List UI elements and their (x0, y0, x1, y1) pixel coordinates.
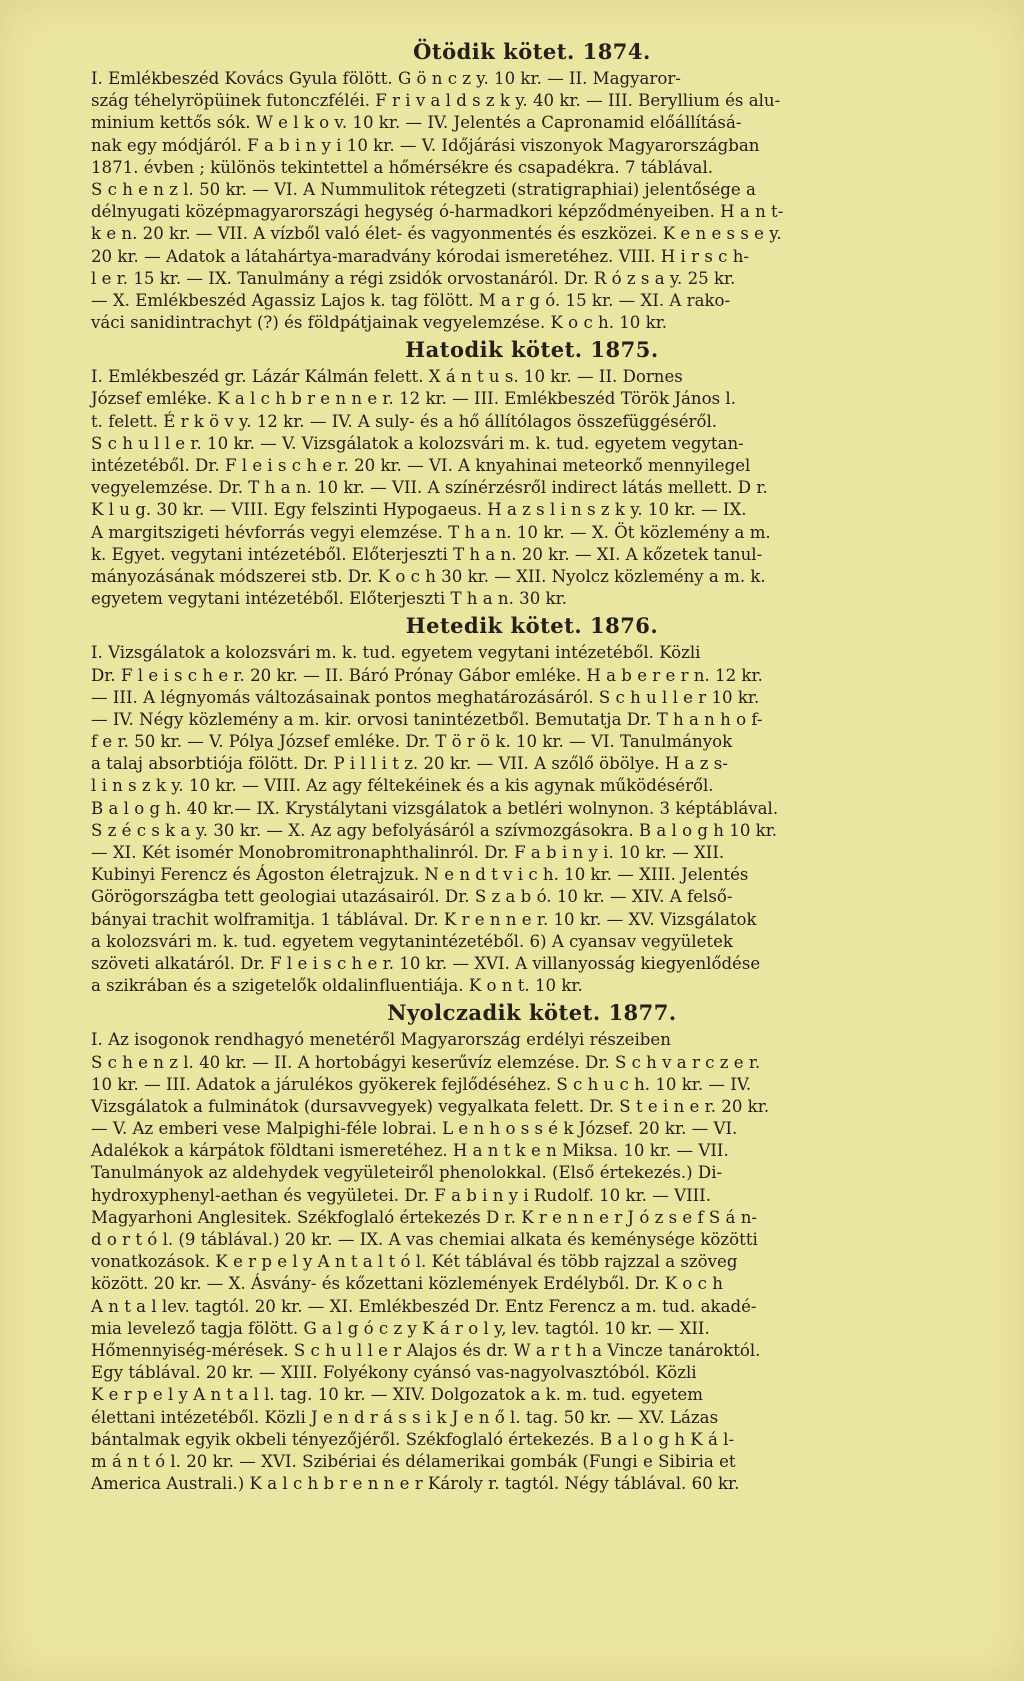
text-line: S z é c s k a y. 30 kr. — X. Az agy befolyásáról a szívmozgásokra. B a l o g h 10 kr. (91, 820, 778, 840)
text-line: bántalmak egyik okbeli tényezőjéről. Székfoglaló értekezés. B a l o g h K á l- (91, 1429, 735, 1449)
text-line: Magyarhoni Anglesitek. Székfoglaló értekezés D r. K r e n n e r J ó z s e f S á n- (91, 1207, 758, 1227)
text-line: délnyugati középmagyarországi hegység ó-harmadkori képződményeiben. H a n t- (91, 202, 784, 222)
text-line: Egy táblával. 20 kr. — XIII. Folyékony cyánsó vas-nagyolvasztóból. Közli (91, 1363, 697, 1383)
text-line: K l u g. 30 kr. — VIII. Egy felszinti Hypogaeus. H a z s l i n s z k y. 10 kr. — IX. (91, 500, 747, 520)
volume-section (91, 36, 973, 334)
volume-heading: Hetedik kötet. 1876. (405, 613, 659, 639)
text-line: Dr. F l e i s c h e r. 20 kr. — II. Báró Prónay Gábor emléke. H a b e r e r n. 12 kr. (91, 665, 763, 685)
volume-section (91, 997, 973, 1495)
text-line: I. Emlékbeszéd gr. Lázár Kálmán felett. X á n t u s. 10 kr. — II. Dornes (91, 367, 683, 387)
text-line: America Australi.) K a l c h b r e n n e r Károly r. tagtól. Négy táblával. 60 kr. (91, 1474, 740, 1494)
volume-contents (91, 642, 973, 997)
text-line: Vizsgálatok a fulminátok (dursavvegyek) vegyalkata felett. Dr. S t e i n e r. 20 kr. (91, 1096, 770, 1116)
text-line: — V. Az emberi vese Malpighi-féle lobrai. L e n h o s s é k József. 20 kr. — VI. (91, 1119, 738, 1139)
volume-heading: Ötödik kötet. 1874. (413, 39, 651, 64)
volume-heading: Hatodik kötet. 1875. (405, 337, 659, 363)
text-line: t. felett. É r k ö v y. 12 kr. — IV. A suly- és a hő állítólagos összefüggéséről. (91, 411, 718, 431)
text-line: A n t a l lev. tagtól. 20 kr. — XI. Emlékbeszéd Dr. Entz Ferencz a m. tud. akadé- (91, 1296, 757, 1316)
text-line: a kolozsvári m. k. tud. egyetem vegytanintézetéből. 6) A cyansav vegyületek (91, 931, 733, 951)
text-line: B a l o g h. 40 kr.— IX. Krystálytani vizsgálatok a betléri wolnynon. 3 képtáblával. (91, 798, 779, 818)
text-line: vegyelemzése. Dr. T h a n. 10 kr. — VII. A színérzésről indirect látás mellett. D r. (91, 478, 768, 498)
text-line: hydroxyphenyl-aethan és vegyületei. Dr. F a b i n y i Rudolf. 10 kr. — VIII. (91, 1185, 712, 1205)
volume-contents (91, 1029, 973, 1495)
text-line: k. Egyet. vegytani intézetéből. Előterjeszti T h a n. 20 kr. — XI. A kőzetek tanul- (91, 544, 763, 564)
text-line: nak egy módjáról. F a b i n y i 10 kr. — V. Időjárási viszonyok Magyarországban (91, 135, 760, 155)
volume-section (91, 610, 973, 997)
text-line: a szikrában és a szigetelők oldalinfluentiája. K o n t. 10 kr. (91, 976, 583, 996)
volume-list (91, 36, 973, 1495)
text-line: — XI. Két isomér Monobromitronaphthalinról. Dr. F a b i n y i. 10 kr. — XII. (91, 843, 725, 862)
text-line: között. 20 kr. — X. Ásvány- és kőzettani közlemények Erdélyből. Dr. K o c h (91, 1274, 723, 1294)
text-line: élettani intézetéből. Közli J e n d r á s s i k J e n ő l. tag. 50 kr. — XV. Lázas (91, 1407, 719, 1427)
text-line: intézetéből. Dr. F l e i s c h e r. 20 kr. — VI. A knyahinai meteorkő mennyilegel (91, 456, 751, 475)
text-line: Kubinyi Ferencz és Ágoston életrajzuk. N e n d t v i c h. 10 kr. — XIII. Jelentés (91, 865, 749, 885)
text-line: I. Az isogonok rendhagyó menetéről Magyarország erdélyi részeiben (91, 1030, 671, 1050)
text-line: — IV. Négy közlemény a m. kir. orvosi tanintézetből. Bemutatja Dr. T h a n h o f- (91, 709, 763, 729)
text-line: l i n s z k y. 10 kr. — VIII. Az agy féltekéinek és a kis agynak működéséről. (91, 776, 714, 796)
text-line: S c h u l l e r. 10 kr. — V. Vizsgálatok a kolozsvári m. k. tud. egyetem vegytan- (91, 433, 744, 453)
text-line: szöveti alkatáról. Dr. F l e i s c h e r. 10 kr. — XVI. A villanyosság kiegyenlődése (91, 953, 761, 973)
text-line: egyetem vegytani intézetéből. Előterjeszti T h a n. 30 kr. (91, 589, 568, 609)
text-line: szág téhelyröpüinek futonczféléi. F r i v a l d s z k y. 40 kr. — III. Beryllium és alu- (91, 91, 781, 111)
text-line: Görögországba tett geologiai utazásairól. Dr. S z a b ó. 10 kr. — XIV. A felső- (91, 887, 733, 907)
text-line: váci sanidintrachyt (?) és földpátjainak vegyelemzése. K o c h. 10 kr. (91, 313, 668, 333)
text-line: m á n t ó l. 20 kr. — XVI. Szibériai és délamerikai gombák (Fungi e Sibiria et (91, 1451, 736, 1471)
text-line: Tanulmányok az aldehydek vegyületeiről phenolokkal. (Első értekezés.) Di- (91, 1163, 723, 1183)
text-line: mányozásának módszerei stb. Dr. K o c h 30 kr. — XII. Nyolcz közlemény a m. k. (91, 566, 766, 586)
text-line: f e r. 50 kr. — V. Pólya József emléke. Dr. T ö r ö k. 10 kr. — VI. Tanulmányok (91, 732, 733, 752)
volume-section (91, 334, 973, 610)
text-line: S c h e n z l. 40 kr. — II. A hortobágyi keserűvíz elemzése. Dr. S c h v a r c z e r. (91, 1052, 761, 1072)
text-line: l e r. 15 kr. — IX. Tanulmány a régi zsidók orvostanáról. Dr. R ó z s a y. 25 kr. (91, 268, 736, 288)
text-line: A margitszigeti hévforrás vegyi elemzése. T h a n. 10 kr. — X. Öt közlemény a m. (91, 522, 771, 542)
text-line: S c h e n z l. 50 kr. — VI. A Nummulitok rétegzeti (stratigraphiai) jelentősége a (91, 179, 756, 199)
text-line: József emléke. K a l c h b r e n n e r. 12 kr. — III. Emlékbeszéd Török János l. (91, 389, 736, 409)
text-line: 10 kr. — III. Adatok a járulékos gyökerek fejlődéséhez. S c h u c h. 10 kr. — IV. (91, 1074, 752, 1094)
text-line: vonatkozások. K e r p e l y A n t a l t ó l. Két táblával és több rajzzal a szöveg (91, 1252, 738, 1272)
text-line: — III. A légnyomás változásainak pontos meghatározásáról. S c h u l l e r 10 kr. (91, 687, 760, 707)
text-line: 20 kr. — Adatok a látahártya-maradvány kórodai ismeretéhez. VIII. H i r s c h- (91, 246, 749, 266)
text-line: d o r t ó l. (9 táblával.) 20 kr. — IX. A vas chemiai alkata és keménysége közötti (91, 1230, 758, 1249)
text-line: k e n. 20 kr. — VII. A vízből való élet- és vagyonmentés és eszközei. K e n e s s e y. (91, 224, 782, 244)
text-line: bányai trachit wolframitja. 1 táblával. Dr. K r e n n e r. 10 kr. — XV. Vizsgálatok (91, 909, 757, 929)
text-line: I. Emlékbeszéd Kovács Gyula fölött. G ö n c z y. 10 kr. — II. Magyaror- (91, 69, 681, 88)
text-line: — X. Emlékbeszéd Agassiz Lajos k. tag fölött. M a r g ó. 15 kr. — XI. A rako- (91, 290, 731, 310)
text-line: I. Vizsgálatok a kolozsvári m. k. tud. egyetem vegytani intézetéből. Közli (91, 643, 701, 663)
text-line: Hőmennyiség-mérések. S c h u l l e r Alajos és dr. W a r t h a Vincze tanároktól. (91, 1340, 761, 1360)
text-line: 1871. évben ; különös tekintettel a hőmérsékre és csapadékra. 7 táblával. (91, 157, 714, 177)
text-line: a talaj absorbtiója fölött. Dr. P i l l i t z. 20 kr. — VII. A szőlő öbölye. H a z s- (91, 754, 728, 774)
text-line: K e r p e l y A n t a l l. tag. 10 kr. — XIV. Dolgozatok a k. m. tud. egyetem (91, 1385, 703, 1405)
text-line: minium kettős sók. W e l k o v. 10 kr. — IV. Jelentés a Capronamid előállításá- (91, 113, 742, 133)
text-line: mia levelező tagja fölött. G a l g ó c z y K á r o l y, lev. tagtól. 10 kr. — XII. (91, 1318, 710, 1338)
volume-contents (91, 68, 973, 334)
volume-contents (91, 366, 973, 610)
text-line: Adalékok a kárpátok földtani ismeretéhez. H a n t k e n Miksa. 10 kr. — VII. (91, 1141, 729, 1161)
volume-heading: Nyolczadik kötet. 1877. (387, 1000, 677, 1026)
